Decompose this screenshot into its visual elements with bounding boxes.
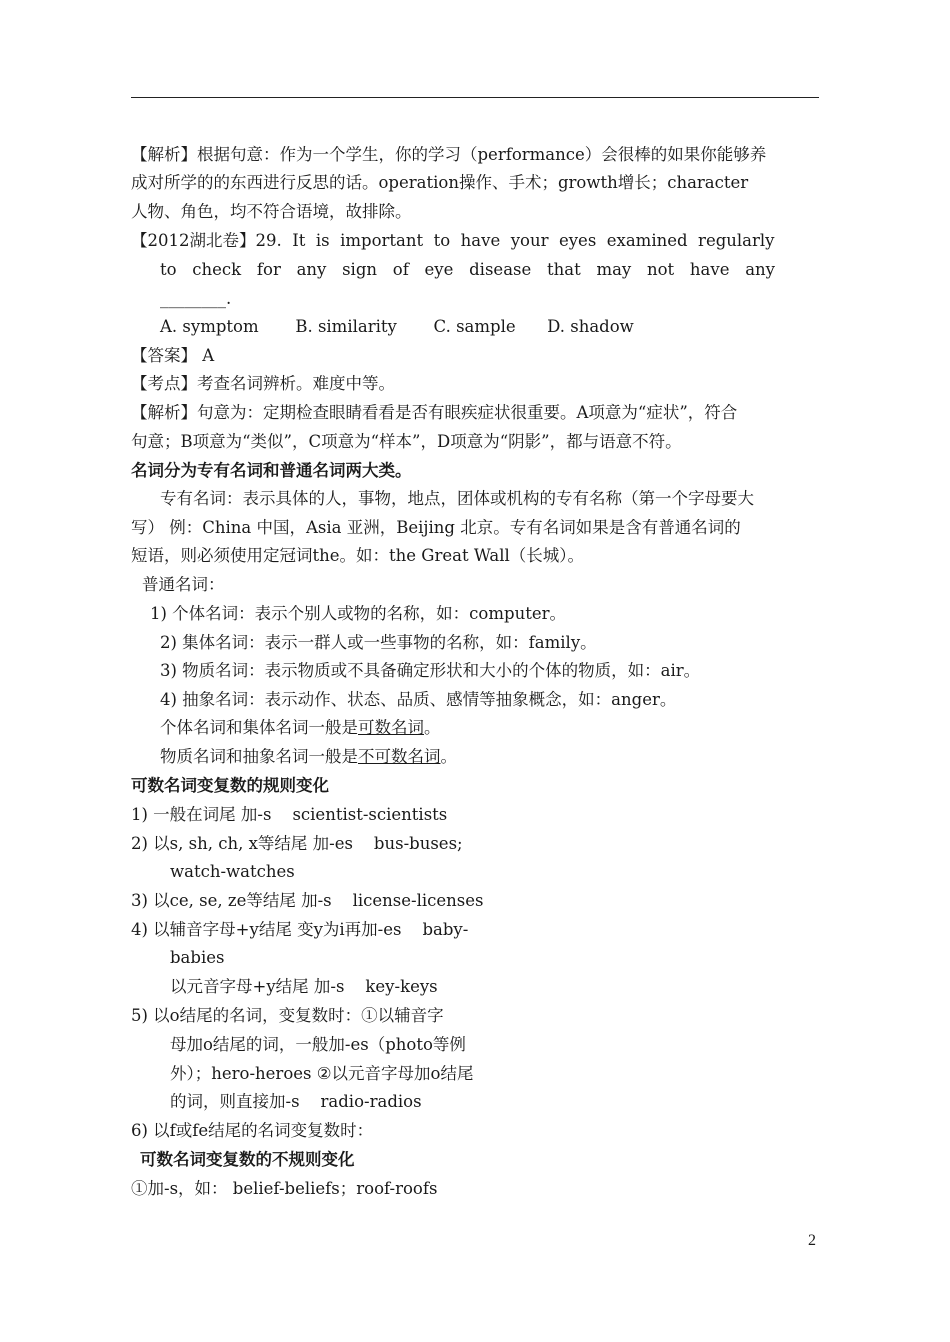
common-noun-type-4: 4) 抽象名词：表示动作、状态、品质、感情等抽象概念，如：anger。 — [160, 690, 677, 709]
irregular-plural-rule-1: ①加-s，如： belief-beliefs；roof-roofs — [131, 1179, 438, 1198]
countable-note: 个体名词和集体名词一般是可数名词。 — [160, 718, 441, 737]
plural-rules-heading: 可数名词变复数的规则变化 — [131, 776, 329, 795]
common-noun-type-1: 1) 个体名词：表示个别人或物的名称，如：computer。 — [150, 604, 566, 623]
uncountable-note: 物质名词和抽象名词一般是不可数名词。 — [160, 747, 457, 766]
plural-rule-6: 6) 以f或fe结尾的名词变复数时： — [131, 1121, 374, 1140]
q1-line-1: 【解析】根据句意：作为一个学生，你的学习（performance）会很棒的如果你能够养 — [131, 145, 767, 164]
header-rule — [131, 97, 819, 98]
plural-rule-5-cont-1: 母加o结尾的词，一般加-es（photo等例 — [170, 1035, 466, 1054]
nouns-heading: 名词分为专有名词和普通名词两大类。 — [131, 461, 412, 480]
plural-rule-5: 5) 以o结尾的名词，变复数时：①以辅音字 — [131, 1006, 444, 1025]
q1-line-3: 人物、角色，均不符合语境，故排除。 — [131, 202, 412, 221]
plural-rule-4-cont: babies — [170, 948, 225, 967]
plural-rule-2: 2) 以s, sh, ch, x等结尾 加-es bus-buses; — [131, 834, 463, 853]
plural-rule-5-cont-3: 的词，则直接加-s radio-radios — [170, 1092, 422, 1111]
q2-explanation-1: 【解析】句意为：定期检查眼睛看看是否有眼疾症状很重要。A项意为“症状”，符合 — [131, 403, 738, 422]
plural-rule-1: 1) 一般在词尾 加-s scientist-scientists — [131, 805, 448, 824]
plural-rule-3: 3) 以ce, se, ze等结尾 加-s license-licenses — [131, 891, 484, 910]
page-number: 2 — [808, 1232, 816, 1249]
plural-rule-4: 4) 以辅音字母+y结尾 变y为i再加-es baby- — [131, 920, 469, 939]
q1-line-2: 成对所学的的东西进行反思的话。operation操作、手术；growth增长；character — [131, 173, 749, 192]
q2-options: A. symptom B. similarity C. sample D. shadow — [160, 317, 634, 336]
proper-noun-line-2: 写） 例：China 中国，Asia 亚洲，Beijing 北京。专有名词如果是含有普通名词的 — [131, 518, 741, 537]
uncountable-term: 不可数名词 — [358, 747, 441, 766]
common-noun-label: 普通名词： — [142, 575, 225, 594]
proper-noun-line-1: 专有名词：表示具体的人，事物，地点，团体或机构的专有名称（第一个字母要大 — [160, 489, 754, 508]
q2-explanation-2: 句意；B项意为“类似”，C项意为“样本”，D项意为“阴影”，都与语意不符。 — [131, 432, 682, 451]
q2-stem-line-1: 【2012湖北卷】29. It is important to have your eyes examined regularly — [131, 231, 775, 250]
common-noun-type-2: 2) 集体名词：表示一群人或一些事物的名称，如：family。 — [160, 633, 597, 652]
irregular-plural-heading: 可数名词变复数的不规则变化 — [140, 1150, 355, 1169]
proper-noun-line-3: 短语，则必须使用定冠词the。如：the Great Wall（长城）。 — [131, 546, 585, 565]
q2-blank: ________. — [160, 289, 232, 308]
q2-stem-line-2: to check for any sign of eye disease that may not have any — [160, 260, 775, 279]
plural-rule-2-cont: watch-watches — [170, 862, 295, 881]
plural-rule-5-cont-2: 外）；hero-heroes ②以元音字母加o结尾 — [170, 1064, 474, 1083]
q2-answer: 【答案】 A — [131, 346, 215, 365]
countable-term: 可数名词 — [358, 718, 424, 737]
common-noun-type-3: 3) 物质名词：表示物质或不具备确定形状和大小的个体的物质，如：air。 — [160, 661, 701, 680]
plural-rule-4-vowel: 以元音字母+y结尾 加-s key-keys — [170, 977, 438, 996]
q2-point: 【考点】考查名词辨析。难度中等。 — [131, 374, 395, 393]
